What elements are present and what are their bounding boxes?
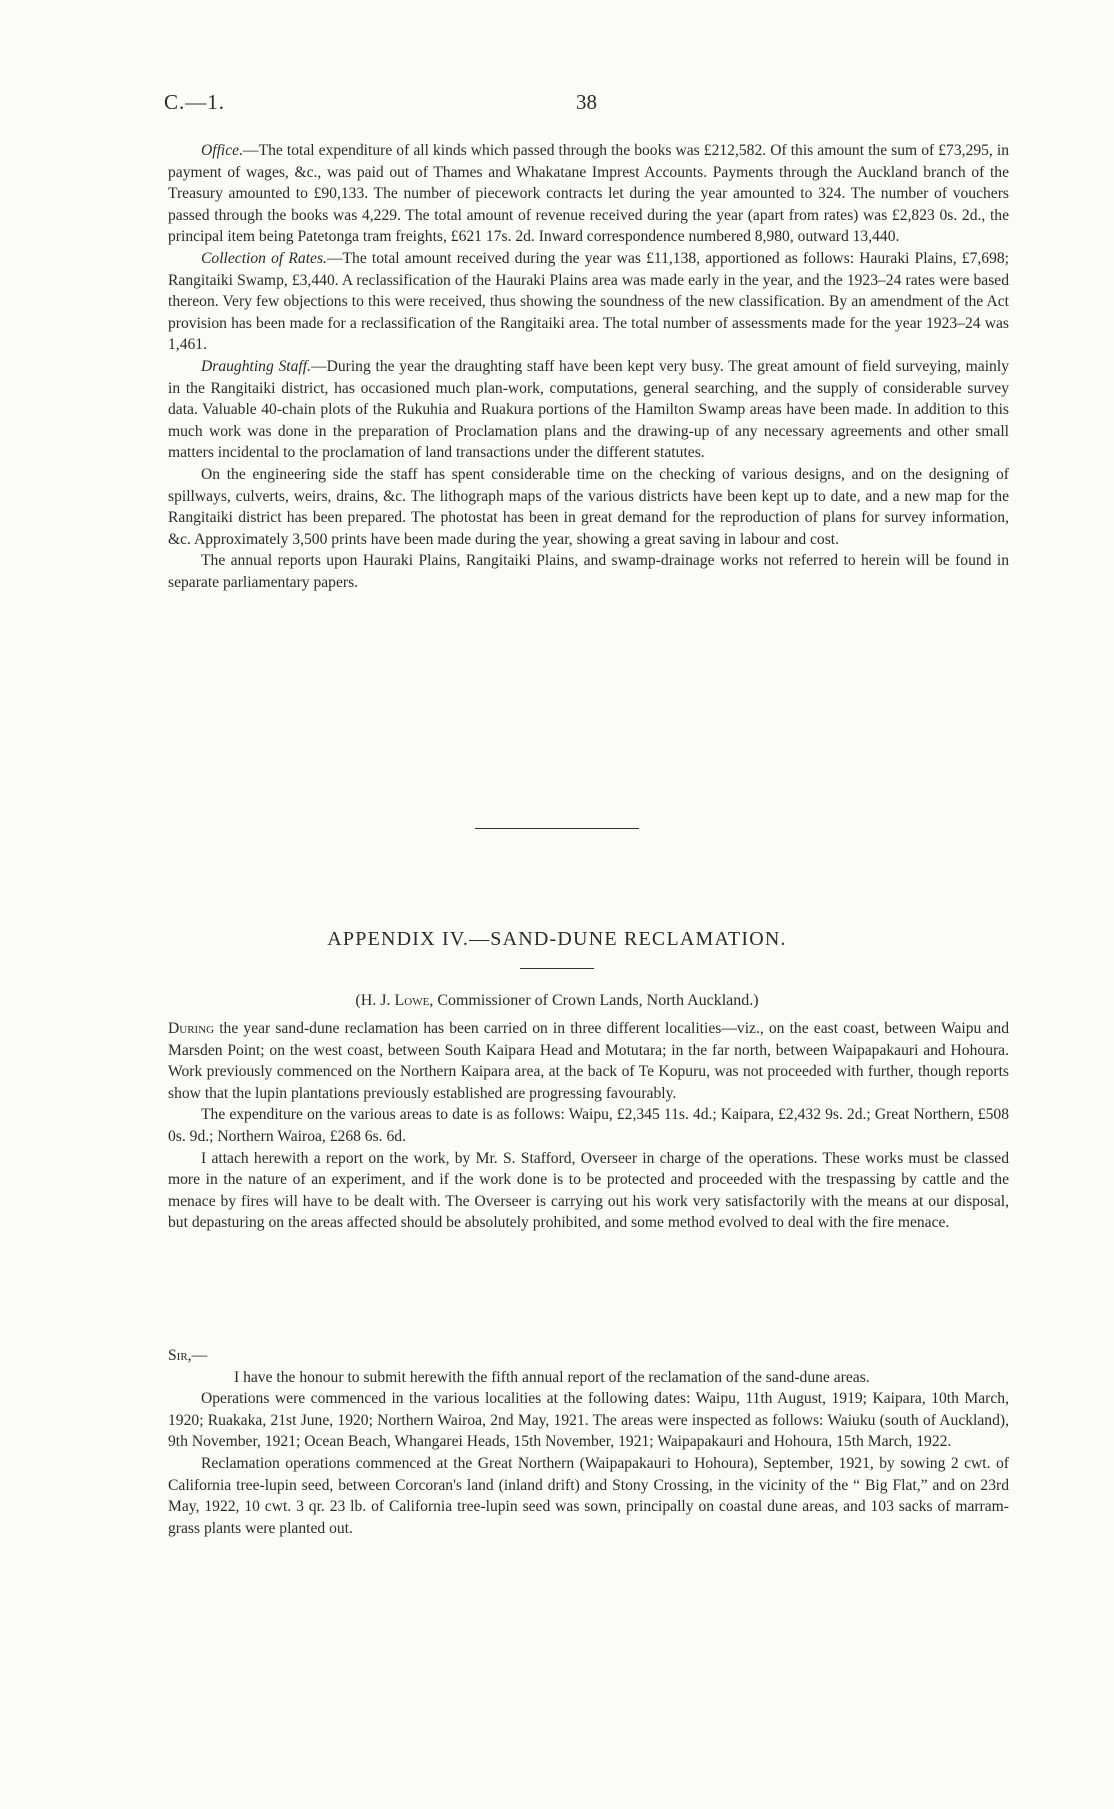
- byline-suffix: , Commissioner of Crown Lands, North Auckland.): [429, 992, 759, 1009]
- paragraph-text: —The total amount received during the year was £11,138, apportioned as follows: Hauraki Plains, £7,698; Rangitaiki Swamp, £3,440. A reclassification of the Hauraki Plains area was made early in the year, and the 1923–24 rates were based thereon. Very few objections to this were received, thus showing the soundness of the new classification. By an amendment of the Act provision has been made for a reclassification of the Rangitaiki area. The total number of assessments made for the year 1923–24 was 1,461.: [168, 249, 1009, 354]
- paragraph-expenditure: The expenditure on the various areas to date is as follows: Waipu, £2,345 11s. 4d.; Kaipara, £2,432 9s. 2d.; Great Northern, £508 0s. 9d.; Northern Wairoa, £268 6s. 6d.: [168, 1106, 1009, 1145]
- paragraph-draughting-staff: [168, 356, 1009, 464]
- paragraph-collection-of-rates: [168, 248, 1009, 356]
- letter-paragraph-intro: I have the honour to submit herewith the fifth annual report of the reclamation of the sand-dune areas.: [234, 1368, 870, 1386]
- byline-prefix: (H. J.: [355, 992, 395, 1009]
- paragraph-attached-report: I attach herewith a report on the work, by Mr. S. Stafford, Overseer in charge of the operations. These works must be classed more in the nature of an experiment, and if the work done is to be protected and proceeded with the trespassing by cattle and the menace by fires will have to be dealt with. The Overseer is carrying out his work very satisfactorily with the means at our disposal, but depasturing on the areas affected should be absolutely prohibited, and some method evolved to deal with the fire menace.: [168, 1149, 1009, 1232]
- letter-paragraph-dates: Operations were commenced in the various localities at the following dates: Waipu, 11th August, 1919; Kaipara, 10th March, 1920; Ruakaka, 21st June, 1920; Northern Wairoa, 2nd May, 1921. The areas were inspected as follows: Waiuku (south of Auckland), 9th November, 1921; Ocean Beach, Whangarei Heads, 15th November, 1921; Waipapakauri and Hohoura, 15th March, 1922.: [168, 1390, 1009, 1451]
- paragraph-text: On the engineering side the staff has spent considerable time on the checking of various designs, and on the designing of spillways, culverts, weirs, drains, &c. The lithograph maps of the various districts have been kept up to date, and a new map for the Rangitaiki district has been prepared. The photostat has been in great demand for the reproduction of plans for survey information, &c. Approximately 3,500 prints have been made during the year, showing a great saving in labour and cost.: [168, 465, 1009, 548]
- paragraph-intro: [168, 1018, 1009, 1104]
- paragraph-text: The annual reports upon Hauraki Plains, Rangitaiki Plains, and swamp-drainage works not referred to herein will be found in separate parliamentary papers.: [168, 552, 1009, 591]
- report-section: [168, 140, 1009, 593]
- paragraph-heading: Draughting Staff.: [201, 357, 311, 375]
- paragraph-heading: Office.: [201, 142, 243, 159]
- section-divider: [475, 828, 639, 829]
- paragraph-annual-reports: [168, 550, 1009, 593]
- appendix-title: APPENDIX IV.—SAND-DUNE RECLAMATION.: [327, 928, 787, 950]
- page-header: [0, 90, 1114, 120]
- paragraph-text: —The total expenditure of all kinds which passed through the books was £212,582. Of this amount the sum of £73,295, in payment of wages, &c., was paid out of Thames and Whakatane Imprest Accounts. Payments through the Auckland branch of the Treasury amounted to £90,133. The number of piecework contracts let during the year amounted to 324. The number of vouchers passed through the books was 4,229. The total amount of revenue received during the year (apart from rates) was £2,823 0s. 2d., the principal item being Patetonga tram freights, £621 17s. 2d. Inward correspondence numbered 8,980, outward 13,440.: [168, 142, 1009, 246]
- title-underline: [520, 968, 594, 969]
- paragraph-heading: Collection of Rates.: [201, 249, 327, 267]
- letter-section: [168, 1345, 1009, 1539]
- paragraph-engineering: [168, 464, 1009, 550]
- page-number: 38: [576, 90, 597, 114]
- document-reference: C.—1.: [164, 90, 226, 114]
- appendix-body: [168, 1018, 1009, 1234]
- byline-name: Lowe: [394, 992, 430, 1009]
- paragraph-text: the year sand-dune reclamation has been carried on in three different localities—viz., on the east coast, between Waipu and Marsden Point; on the west coast, between South Kaipara Head and Motutara; in the far north, between Waipapakauri and Hohoura. Work previously commenced on the Northern Kaipara area, at the back of Te Kopuru, was not proceeded with further, though reports show that the lupin plantations previously established are progressing favourably.: [168, 1020, 1009, 1102]
- paragraph-text: —During the year the draughting staff have been kept very busy. The great amount of field surveying, mainly in the Rangitaiki district, has occasioned much plan-work, computations, general searching, and the supply of considerable survey data. Valuable 40-chain plots of the Rukuhia and Ruakura portions of the Hamilton Swamp areas have been made. In addition to this much work was done in the preparation of Proclamation plans and the drawing-up of any necessary agreements and other small matters incidental to the proclamation of land transactions under the different statutes.: [168, 357, 1009, 462]
- letter-salutation: Sir,—: [168, 1347, 208, 1364]
- opening-word: During: [168, 1020, 215, 1037]
- letter-paragraph-operations: Reclamation operations commenced at the Great Northern (Waipapakauri to Hohoura), September, 1921, by sowing 2 cwt. of California tree-lupin seed, between Corcoran's land (inland drift) and Stony Crossing, in the vicinity of the “ Big Flat,” and on 23rd May, 1922, 10 cwt. 3 qr. 23 lb. of California tree-lupin seed was sown, principally on coastal dune areas, and 103 sacks of marram-grass plants were planted out.: [168, 1454, 1009, 1537]
- paragraph-office: [168, 140, 1009, 248]
- appendix-byline: [0, 992, 1114, 1010]
